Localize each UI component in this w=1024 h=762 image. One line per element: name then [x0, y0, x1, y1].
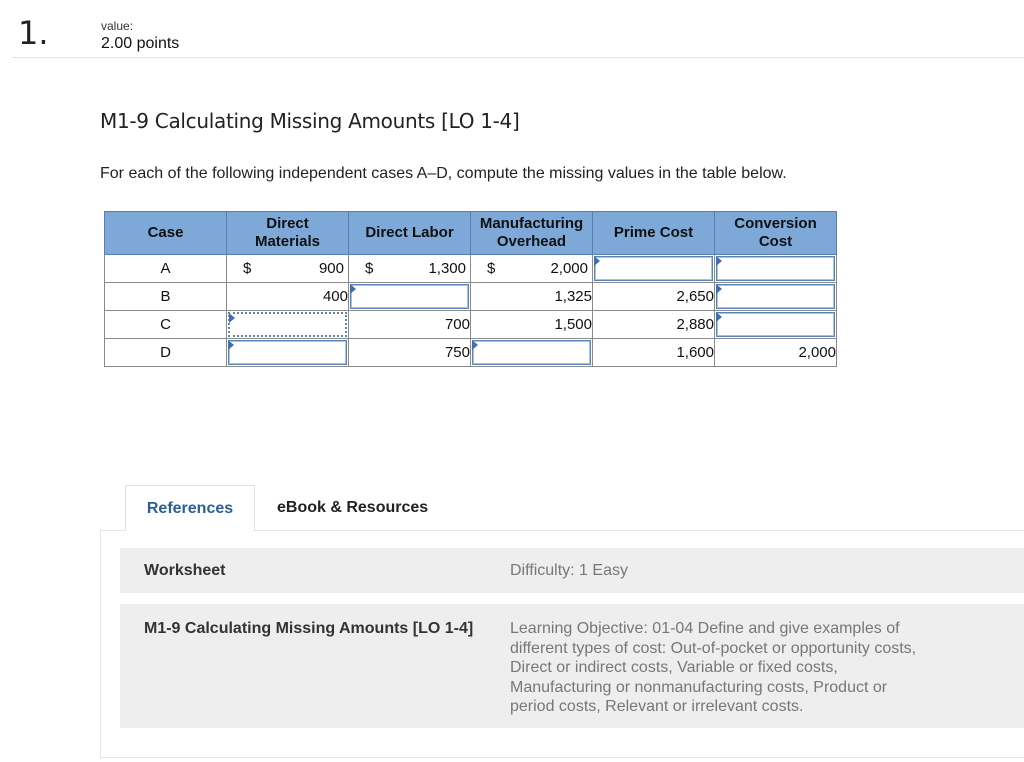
manufacturing-overhead-cell: $ 2,000	[471, 255, 593, 283]
conversion-cost-input-c[interactable]	[715, 311, 837, 339]
answer-input[interactable]	[594, 256, 713, 281]
value-label: value:	[101, 19, 134, 33]
answer-input[interactable]	[716, 284, 835, 309]
reference-detail-row	[120, 604, 1024, 728]
conversion-cost-cell: 2,000	[715, 339, 837, 367]
manufacturing-overhead-cell: 1,325	[471, 283, 593, 311]
prime-cost-cell: 2,650	[593, 283, 715, 311]
worksheet-row	[120, 548, 1024, 593]
direct-materials-cell: $ 900	[227, 255, 349, 283]
case-label: B	[105, 283, 227, 311]
header-direct-labor: Direct Labor	[349, 212, 471, 255]
manufacturing-overhead-cell: 1,500	[471, 311, 593, 339]
conversion-cost-input-b[interactable]	[715, 283, 837, 311]
answer-input[interactable]	[228, 340, 347, 365]
case-label: A	[105, 255, 227, 283]
answer-input[interactable]	[716, 256, 835, 281]
table-row	[105, 311, 837, 339]
direct-labor-cell: $ 1,300	[349, 255, 471, 283]
instructions: For each of the following independent cases A–D, compute the missing values in the table below.	[100, 165, 787, 182]
answer-input[interactable]	[716, 312, 835, 337]
problem-title: M1-9 Calculating Missing Amounts [LO 1-4]	[100, 109, 520, 133]
input-marker-icon	[350, 284, 356, 294]
header-case: Case	[105, 212, 227, 255]
reference-title: M1-9 Calculating Missing Amounts [LO 1-4]	[144, 620, 474, 637]
header-direct-materials: Direct Materials	[227, 212, 349, 255]
answer-input[interactable]	[350, 284, 469, 309]
direct-materials-input-d[interactable]	[227, 339, 349, 367]
manufacturing-overhead-input-d[interactable]	[471, 339, 593, 367]
table-row	[105, 283, 837, 311]
question-number: 1.	[18, 14, 49, 52]
case-label: D	[105, 339, 227, 367]
direct-materials-input-c[interactable]	[227, 311, 349, 339]
tab-references[interactable]: References	[125, 485, 255, 531]
difficulty-label: Difficulty: 1 Easy	[510, 562, 628, 579]
input-marker-icon	[716, 256, 722, 266]
table-row	[105, 339, 837, 367]
tab-ebook-resources[interactable]: eBook & Resources	[277, 499, 429, 516]
prime-cost-input-a[interactable]	[593, 255, 715, 283]
divider	[12, 57, 1024, 58]
table-header-row	[105, 212, 837, 255]
header-conversion-cost: Conversion Cost	[715, 212, 837, 255]
input-marker-icon	[716, 284, 722, 294]
input-marker-icon	[716, 312, 722, 322]
prime-cost-cell: 1,600	[593, 339, 715, 367]
worksheet-label: Worksheet	[144, 562, 226, 579]
header-prime-cost: Prime Cost	[593, 212, 715, 255]
direct-labor-input-b[interactable]	[349, 283, 471, 311]
direct-materials-cell: 400	[227, 283, 349, 311]
case-label: C	[105, 311, 227, 339]
header-manufacturing-overhead: Manufacturing Overhead	[471, 212, 593, 255]
answer-input[interactable]	[228, 312, 347, 337]
learning-objective: Learning Objective: 01-04 Define and give examples of different types of cost: Out-of-pocket or opportunity costs, Direct or indirect costs, Variable or fixed costs, Manufacturing or nonmanufacturing costs, Product or period costs, Relevant or irrelevant costs.	[510, 620, 917, 715]
input-marker-icon	[472, 340, 478, 350]
input-marker-icon	[229, 313, 235, 323]
answer-input[interactable]	[472, 340, 591, 365]
points-value: 2.00 points	[101, 35, 180, 52]
cost-table	[104, 211, 837, 367]
table-row	[105, 255, 837, 283]
conversion-cost-input-a[interactable]	[715, 255, 837, 283]
direct-labor-cell: 750	[349, 339, 471, 367]
input-marker-icon	[228, 340, 234, 350]
prime-cost-cell: 2,880	[593, 311, 715, 339]
input-marker-icon	[594, 256, 600, 266]
direct-labor-cell: 700	[349, 311, 471, 339]
